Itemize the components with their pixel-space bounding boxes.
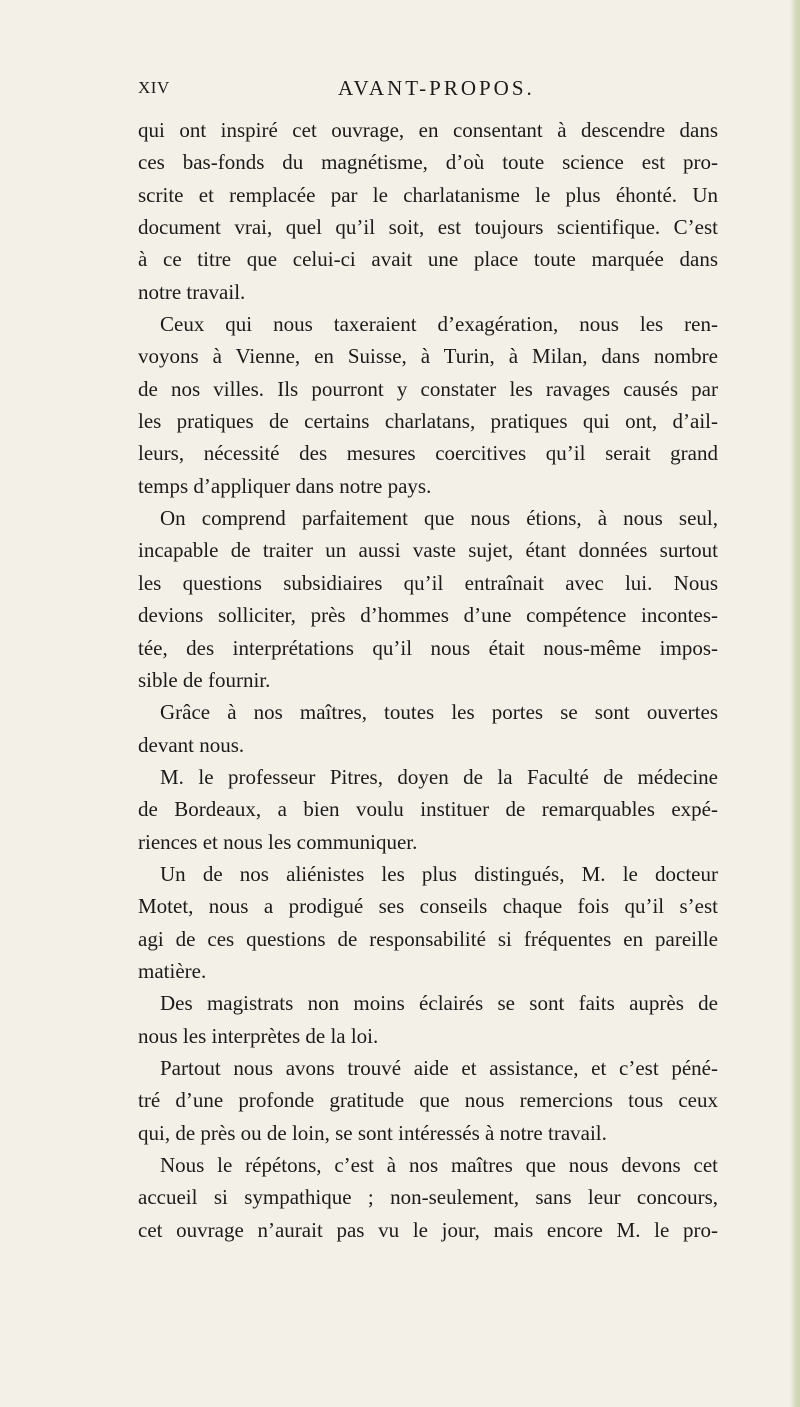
text-line: qui, de près ou de loin, se sont intéressés à notre travail. (138, 1120, 607, 1145)
text-line: ces bas-fonds du magnétisme, d’où toute science est pro- (138, 150, 718, 175)
paragraph-start-line: Ceux qui nous taxeraient d’exagération, nous les ren- (160, 312, 718, 337)
text-line: Motet, nous a prodigué ses conseils chaque fois qu’il s’est (138, 894, 718, 919)
page-number: XIV (138, 78, 170, 97)
text-line: leurs, nécessité des mesures coercitives qu’il serait grand (138, 441, 718, 466)
page-header (138, 76, 698, 106)
text-line: devant nous. (138, 732, 245, 757)
paragraph-start-line: Partout nous avons trouvé aide et assistance, et c’est péné- (160, 1055, 718, 1080)
text-line: qui ont inspiré cet ouvrage, en consentant à descendre dans (138, 118, 718, 142)
text-line: de Bordeaux, a bien voulu instituer de remarquables expé- (138, 797, 718, 822)
page-edge-shadow (790, 0, 800, 1407)
paragraph-start-line: Des magistrats non moins éclairés se sont faits auprès de (160, 991, 718, 1016)
text-line: tée, des interprétations qu’il nous était nous-même impos- (138, 635, 718, 660)
text-line: scrite et remplacée par le charlatanisme le plus éhonté. Un (138, 182, 718, 207)
text-line: tré d’une profonde gratitude que nous remercions tous ceux (138, 1088, 718, 1113)
paragraph-start-line: Nous le répétons, c’est à nos maîtres que nous devons cet (160, 1153, 718, 1177)
text-line: matière. (138, 958, 207, 983)
paragraph-start-line: M. le professeur Pitres, doyen de la Faculté de médecine (160, 764, 718, 789)
text-line: sible de fournir. (138, 667, 271, 692)
paragraph-start-line: Grâce à nos maîtres, toutes les portes se sont ouvertes (160, 700, 718, 725)
text-line: devions solliciter, près d’hommes d’une compétence incontes- (138, 603, 718, 628)
text-line: les pratiques de certains charlatans, pratiques qui ont, d’ail- (138, 409, 718, 434)
text-line: agi de ces questions de responsabilité si fréquentes en pareille (138, 926, 718, 951)
running-title: AVANT-PROPOS. (338, 76, 535, 100)
text-line: cet ouvrage n’aurait pas vu le jour, mais encore M. le pro- (138, 1217, 718, 1242)
text-line: à ce titre que celui-ci avait une place toute marquée dans (138, 247, 718, 272)
text-line: incapable de traiter un aussi vaste sujet, étant données surtout (138, 538, 718, 563)
paragraph-start-line: Un de nos aliénistes les plus distingués, M. le docteur (160, 861, 718, 886)
paragraph-start-line: On comprend parfaitement que nous étions, à nous seul, (160, 506, 718, 531)
text-line: temps d’appliquer dans notre pays. (138, 473, 432, 498)
text-line: riences et nous les communiquer. (138, 829, 418, 854)
text-line: notre travail. (138, 279, 246, 304)
text-line: voyons à Vienne, en Suisse, à Turin, à Milan, dans nombre (138, 344, 718, 369)
text-line: accueil si sympathique ; non-seulement, sans leur concours, (138, 1185, 718, 1210)
text-line: les questions subsidiaires qu’il entraînait avec lui. Nous (138, 570, 718, 595)
body-text (138, 114, 718, 1246)
text-line: de nos villes. Ils pourront y constater les ravages causés par (138, 376, 718, 401)
text-line: document vrai, quel qu’il soit, est toujours scientifique. C’est (138, 215, 718, 240)
text-line: nous les interprètes de la loi. (138, 1023, 379, 1048)
